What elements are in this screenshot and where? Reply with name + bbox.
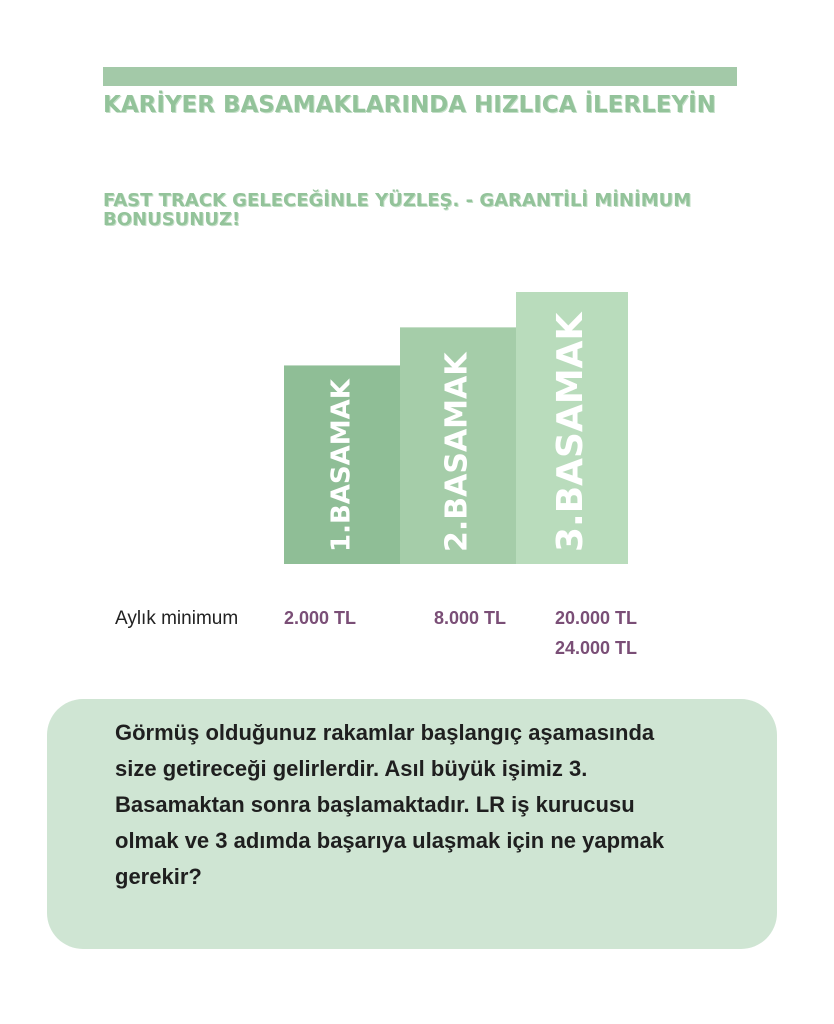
- info-note-text: Görmüş olduğunuz rakamlar başlangıç aşamasında size getireceği gelirlerdir. Asıl büyük işimiz 3. Basamaktan sonra başlamaktadır. LR iş kurucusu olmak ve 3 adımda başarıya ulaşmak için ne yapmak gerekir?: [115, 720, 665, 889]
- bar-label-step-2: 2.BASAMAK: [439, 352, 475, 552]
- value-step-3: 20.000 TL: [555, 608, 638, 628]
- page-title: KARİYER BASAMAKLARINDA HIZLICA İLERLEYİN: [103, 92, 716, 118]
- page-subtitle: FAST TRACK GELECEĞİNLE YÜZLEŞ. - GARANTİLİ MİNİMUM BONUSUNUZ!: [103, 190, 692, 230]
- accent-bar: [103, 67, 737, 86]
- bar-label-step-3: 3.BASAMAK: [550, 312, 591, 552]
- monthly-minimum-label: Aylık minimum: [115, 608, 239, 629]
- steps-bar-chart: [270, 280, 670, 580]
- value-step-1: 2.000 TL: [284, 608, 357, 628]
- bar-label-step-1: 1.BASAMAK: [326, 379, 357, 552]
- value-step-2: 8.000 TL: [434, 608, 507, 628]
- info-note-box: [47, 699, 777, 949]
- value-step-3-alt: 24.000 TL: [555, 638, 638, 658]
